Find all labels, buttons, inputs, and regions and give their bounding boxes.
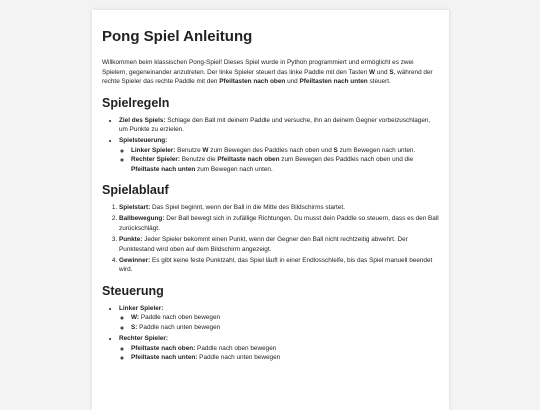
list-item (119, 136, 439, 174)
intro-text-5: steuert. (367, 78, 391, 85)
list-item (131, 344, 439, 354)
intro-key-up: Pfeiltasten nach oben (219, 78, 286, 85)
controls-key-label: Pfeiltaste nach unten: (131, 354, 198, 362)
rules-goal-label: Ziel des Spiels: (119, 116, 166, 124)
rules-right-key-down: Pfeiltaste nach unten (131, 165, 196, 173)
flow-item-text: Das Spiel beginnt, wenn der Ball in die Mitte des Bildschirms startet. (150, 204, 345, 212)
list-item (119, 334, 439, 363)
controls-right-sublist (119, 344, 439, 363)
controls-right-label: Rechter Spieler: (119, 334, 169, 342)
controls-list (102, 304, 439, 363)
flow-item-text: Der Ball bewegt sich in zufällige Richtungen. Du musst dein Paddle so steuern, dass es den Ball zurückschlägt. (119, 215, 439, 233)
rules-control-sublist (119, 146, 439, 175)
controls-key-text: Paddle nach unten bewegen (137, 323, 221, 331)
rules-goal-text: Schlage den Ball mit deinem Paddle und versuche, ihn an deinem Gegner vorbeizuschlagen, um Punkte zu erzielen. (119, 116, 431, 134)
flow-item-label: Gewinner: (119, 256, 151, 264)
controls-key-text: Paddle nach oben bewegen (195, 344, 277, 352)
controls-key-text: Paddle nach unten bewegen (197, 354, 281, 362)
rules-left-text-3: zum Bewegen nach unten. (337, 146, 416, 154)
rules-left-text-1: Benutze (175, 146, 203, 154)
rules-left-key-w: W (202, 146, 209, 154)
rules-right-label: Rechter Spieler: (131, 156, 181, 164)
flow-item-text: Es gibt keine feste Punktzahl, das Spiel läuft in einer Endlosschleife, bis das Spiel manuell beendet wird. (119, 256, 433, 274)
intro-key-down: Pfeiltasten nach unten (299, 78, 368, 85)
list-item (131, 155, 439, 174)
flow-item-label: Ballbewegung: (119, 215, 165, 223)
intro-text-4: und (285, 78, 300, 85)
document-card (92, 10, 449, 410)
list-item (131, 323, 439, 333)
flow-item-text: Jeder Spieler bekommt einen Punkt, wenn der Gegner den Ball nicht rechtzeitig abwehrt. Der Punktestand wird oben auf dem Bildschirm angezeigt. (119, 236, 408, 253)
list-item (119, 256, 439, 275)
rules-right-text-2: zum Bewegen des Paddles nach oben und die (279, 156, 414, 164)
section-heading-rules: Spielregeln (102, 95, 170, 110)
rules-right-text-3: zum Bewegen nach unten. (195, 165, 273, 173)
list-item (131, 146, 439, 156)
rules-left-label: Linker Spieler: (131, 146, 176, 154)
controls-key-text: Paddle nach oben bewegen (139, 314, 221, 322)
list-item (119, 235, 439, 254)
intro-key-s: S (389, 68, 394, 76)
section-heading-flow: Spielablauf (102, 183, 169, 198)
list-item (131, 353, 439, 363)
page-title: Pong Spiel Anleitung (102, 28, 253, 45)
rules-right-key-up: Pfeiltaste nach oben (217, 156, 280, 164)
list-item (119, 116, 439, 135)
list-item (119, 304, 439, 333)
list-item (131, 313, 439, 323)
rules-right-text-1: Benutze die (180, 156, 218, 164)
controls-left-sublist (119, 313, 439, 332)
controls-key-label: Pfeiltaste nach oben: (131, 344, 196, 352)
intro-text-1: Willkommen beim klassischen Pong-Spiel! Dieses Spiel wurde in Python programmiert und ermöglicht es zwei Spielern, gegeneinander anzutreten. Der linke Spieler steuert das linke Paddle mit den Tasten (102, 59, 414, 76)
flow-item-label: Spielstart: (119, 204, 151, 212)
rules-list (102, 116, 439, 175)
intro-text-2: und (375, 68, 390, 76)
flow-item-label: Punkte: (119, 236, 143, 244)
rules-left-key-s: S (333, 146, 338, 154)
controls-key-label: S: (131, 323, 138, 331)
controls-left-label: Linker Spieler: (119, 304, 164, 312)
intro-paragraph (102, 58, 439, 87)
section-heading-controls: Steuerung (102, 283, 164, 298)
rules-left-text-2: zum Bewegen des Paddles nach oben und (208, 146, 334, 154)
intro-text-3: , während der rechte Spieler das rechte Paddle mit den (102, 68, 433, 85)
list-item (119, 203, 439, 213)
rules-control-label: Spielsteuerung: (119, 137, 168, 145)
list-item (119, 214, 439, 233)
intro-key-w: W (369, 68, 376, 76)
controls-key-label: W: (131, 314, 140, 322)
flow-list (102, 203, 439, 274)
